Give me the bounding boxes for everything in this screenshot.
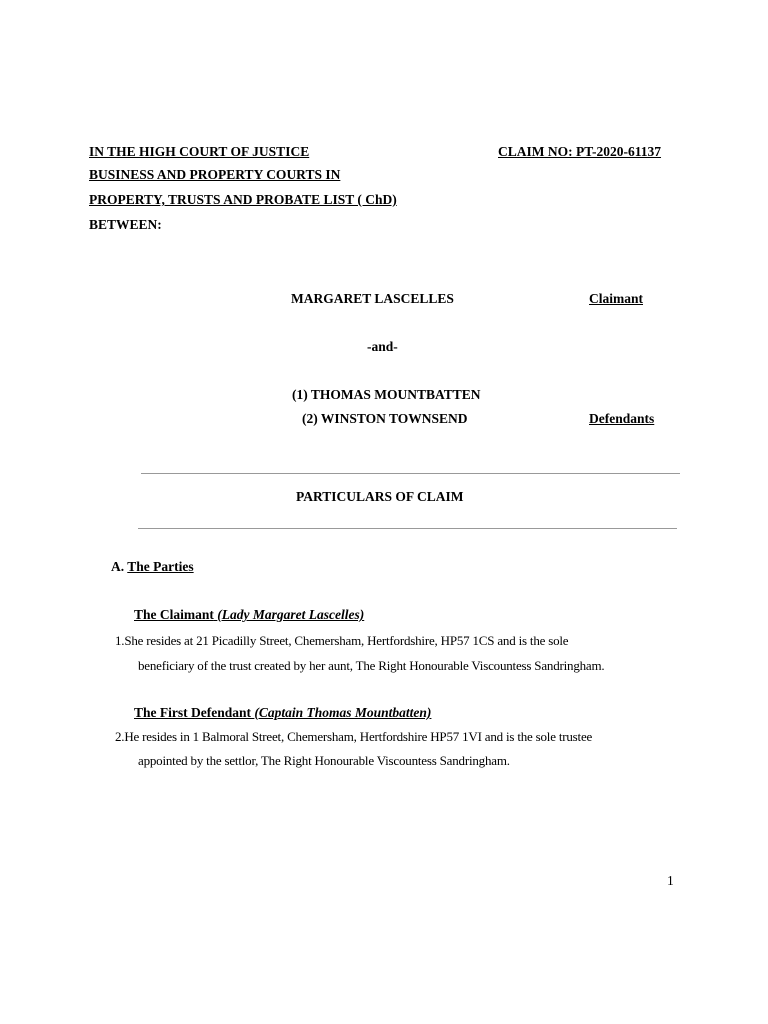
section-a-heading bbox=[111, 559, 194, 575]
document-title: PARTICULARS OF CLAIM bbox=[296, 489, 464, 504]
paragraph-2-line-1: 2.He resides in 1 Balmoral Street, Chemersham, Hertfordshire HP57 1VI and is the sole trustee bbox=[115, 729, 593, 744]
paragraph-2-line-2: appointed by the settlor, The Right Honourable Viscountess Sandringham. bbox=[138, 753, 510, 768]
first-defendant-subheading-name: (Captain Thomas Mountbatten) bbox=[254, 705, 432, 720]
bottom-divider bbox=[138, 528, 677, 529]
court-line-1: IN THE HIGH COURT OF JUSTICE bbox=[89, 144, 310, 159]
and-separator: -and- bbox=[367, 339, 398, 354]
claimant-role: Claimant bbox=[589, 291, 643, 306]
top-divider bbox=[141, 473, 680, 474]
first-defendant-subheading-label: The First Defendant bbox=[134, 705, 251, 720]
defendants-role: Defendants bbox=[589, 411, 655, 426]
paragraph-1-line-2: beneficiary of the trust created by her aunt, The Right Honourable Viscountess Sandringham. bbox=[138, 658, 605, 673]
claimant-subheading-label: The Claimant bbox=[134, 607, 214, 622]
claimant-subheading bbox=[134, 607, 364, 623]
paragraph-1-line-1: 1.She resides at 21 Picadilly Street, Chemersham, Hertfordshire, HP57 1CS and is the sole bbox=[115, 633, 569, 648]
page-number: 1 bbox=[667, 873, 674, 888]
defendant-2-name: (2) WINSTON TOWNSEND bbox=[302, 411, 468, 426]
section-title: The Parties bbox=[127, 559, 194, 574]
court-line-2: BUSINESS AND PROPERTY COURTS IN bbox=[89, 167, 341, 182]
defendant-1-name: (1) THOMAS MOUNTBATTEN bbox=[292, 387, 481, 402]
court-line-3: PROPERTY, TRUSTS AND PROBATE LIST ( ChD) bbox=[89, 192, 397, 207]
section-letter: A. bbox=[111, 559, 125, 574]
first-defendant-subheading bbox=[134, 705, 431, 721]
claimant-name: MARGARET LASCELLES bbox=[291, 291, 454, 306]
claimant-subheading-name: (Lady Margaret Lascelles) bbox=[217, 607, 365, 622]
between-label: BETWEEN: bbox=[89, 217, 162, 232]
claim-number: CLAIM NO: PT-2020-61137 bbox=[498, 144, 662, 159]
